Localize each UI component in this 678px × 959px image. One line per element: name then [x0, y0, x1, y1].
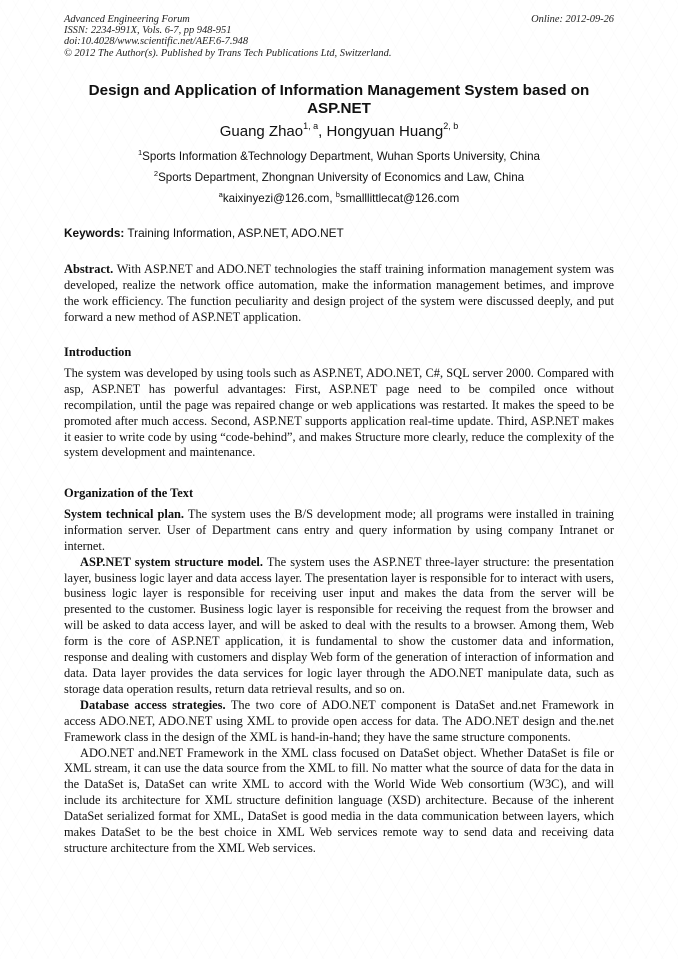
email-address[interactable]: smalllittlecat@126.com	[339, 192, 460, 205]
journal-name: Advanced Engineering Forum	[64, 14, 190, 25]
paragraph	[64, 507, 614, 555]
paragraph-text: The system uses the B/S development mode; all programs were installed in training information server. User of Department cans entry and query information by using company Intranet or internet.	[64, 506, 615, 553]
email-superscript: b	[335, 190, 340, 199]
author-separator: ,	[318, 123, 327, 140]
paragraph-label: ASP.NET system structure model.	[80, 554, 263, 569]
copyright-line: © 2012 The Author(s). Published by Trans Tech Publications Ltd, Switzerland.	[64, 47, 392, 59]
author-name: Hongyuan Huang	[326, 123, 444, 140]
paragraph	[64, 746, 614, 857]
title-line-2: ASP.NET	[307, 100, 371, 117]
author-name: Guang Zhao	[219, 123, 304, 140]
email-line	[40, 192, 638, 206]
affiliation-text: Sports Information &Technology Department, Wuhan Sports University, China	[142, 150, 540, 163]
paragraph-text: ADO.NET and.NET Framework in the XML class focused on DataSet object. Whether DataSet is file or XML stream, it can use the data source from the XML to fill. No matter what the source of data for the data in the DataSet is, DataSet can write XML to accord with the World Wide Web consortium (W3C), and will include its architecture for XML structure definition language (XSD) architecture. Because of the inherent DataSet serialized format for XML, DataSet is good media in the data communication between layers, which makes DataSet to be the best choice in XML Web services remote way to send data and receiving data structure architecture from the XML Web services.	[64, 745, 614, 855]
section-heading: Organization of the Text	[64, 486, 194, 500]
paragraph-text: The two core of ADO.NET component is DataSet and.net Framework in access ADO.NET, ADO.NET using XML to provide open access for data. The ADO.NET design and the.net Framework class in the design of the XML is hand-in-hand; they have the same structure components.	[64, 697, 614, 744]
author-list	[40, 123, 638, 141]
keywords	[64, 226, 344, 240]
abstract	[64, 262, 614, 326]
email-separator: ,	[329, 192, 336, 205]
abstract-text: With ASP.NET and ADO.NET technologies the staff training information management system was developed, realize the network office automation, make the information management betimes, and improve the work efficiency. The function peculiarity and design project of the system were discussed deeply, and put forward a new method of ASP.NET application.	[64, 262, 614, 324]
abstract-label: Abstract.	[64, 262, 114, 276]
journal-header	[64, 14, 391, 59]
issn-line: ISSN: 2234-991X, Vols. 6-7, pp 948-951	[64, 25, 232, 37]
paragraph-label: Database access strategies.	[80, 697, 226, 712]
affiliation-superscript: 1	[138, 148, 143, 157]
affiliation	[40, 171, 638, 185]
title-line-1: Design and Application of Information Management System based on	[88, 82, 590, 99]
author-superscript: 1, a	[303, 121, 319, 131]
email-superscript: a	[218, 190, 223, 199]
affiliation-text: Sports Department, Zhongnan University of Economics and Law, China	[158, 171, 525, 184]
author-superscript: 2, b	[443, 121, 459, 131]
paper-title	[40, 82, 638, 118]
doi-line: doi:10.4028/www.scientific.net/AEF.6-7.948	[64, 36, 249, 48]
email-address[interactable]: kaixinyezi@126.com	[222, 192, 330, 205]
paragraph	[64, 555, 614, 698]
online-date: Online: 2012-09-26	[531, 14, 614, 25]
introduction-section	[64, 345, 614, 461]
paragraph-text: The system uses the ASP.NET three-layer structure: the presentation layer, business logic layer and data access layer. The presentation layer is responsible for to interact with users, business logic layer is responsible for receiving user input and makes the data from the server will be presented to the customer. Business logic layer is responsible for receiving the request from the browser and will be asked to data access layer, and will be asked to deal with the results to a browser. Among them, Web form is the core of ASP.NET application, it is fundamental to show the customer data and information, response and dealing with customers and display Web form of the generation of interaction of information and data. Data layer provides the data services for logic layer through the ADO.NET manipulate data, such as storage data operation results, return data retrieval results, and so on.	[64, 554, 614, 696]
keywords-text: Training Information, ASP.NET, ADO.NET	[124, 226, 344, 240]
affiliation-superscript: 2	[153, 169, 159, 178]
paragraph	[64, 698, 614, 746]
paragraph-label: System technical plan.	[64, 506, 185, 521]
affiliation	[40, 150, 638, 164]
introduction-text: The system was developed by using tools such as ASP.NET, ADO.NET, C#, SQL server 2000. Compared with asp, ASP.NET has powerful advantages: First, ASP.NET page need to be compiled once without recompilation, until the page was repaired change or web applications was restarted. It makes the speed to be promoted after much access. Second, ASP.NET supports application real-time update. Third, ASP.NET makes it easier to write code by using “code-behind”, and makes Structure more clearly, reduce the complexity of the system development and maintenance.	[64, 365, 614, 460]
organization-section	[64, 486, 614, 857]
keywords-label: Keywords:	[64, 226, 125, 240]
section-heading: Introduction	[64, 345, 132, 359]
